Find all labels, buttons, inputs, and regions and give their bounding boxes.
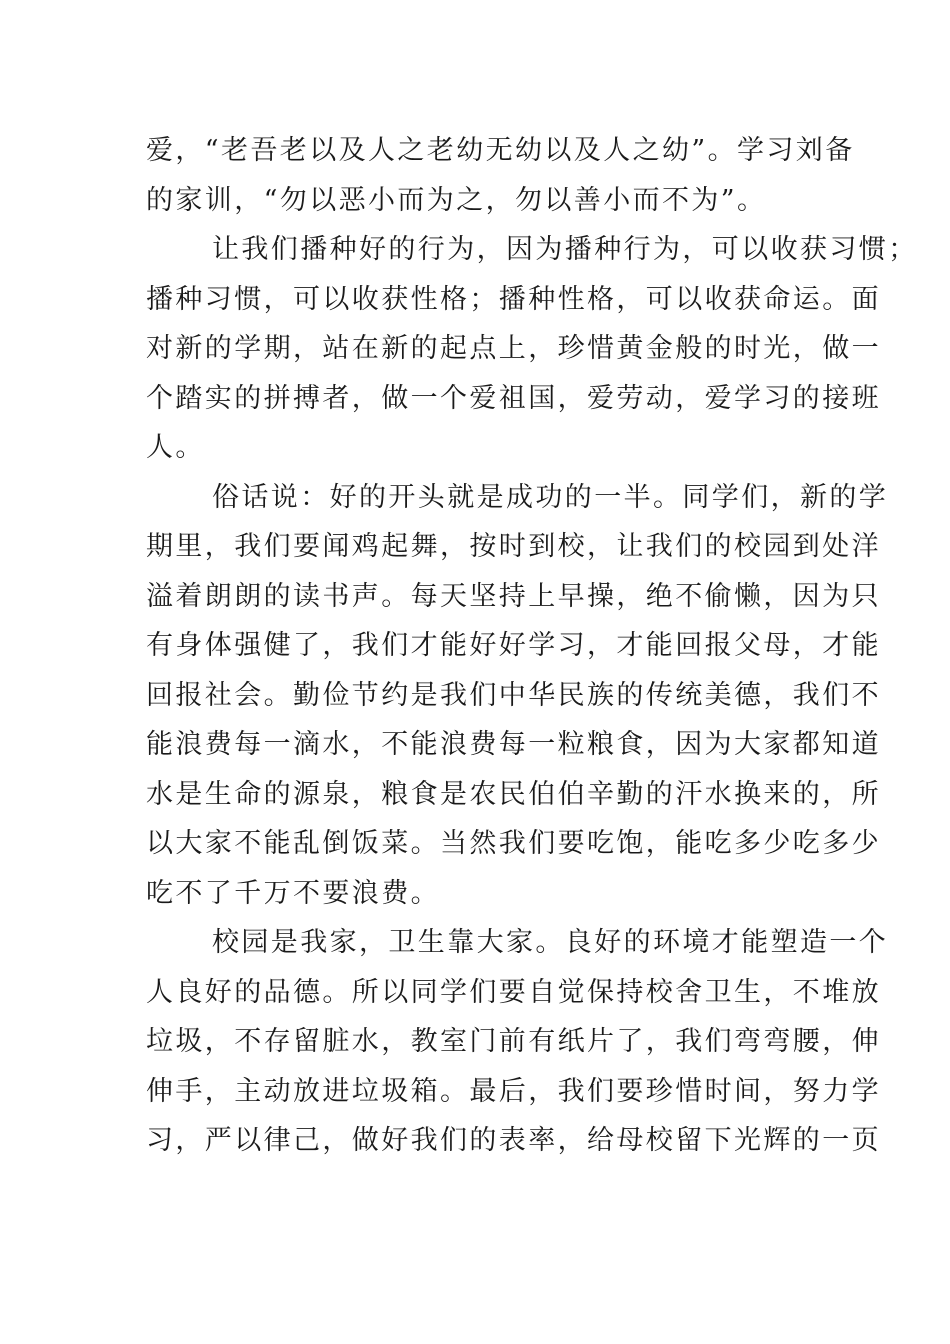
text-line: 伸手，主动放进垃圾箱。最后，我们要珍惜时间，努力学 bbox=[146, 1075, 881, 1107]
text-line: 期里，我们要闻鸡起舞，按时到校，让我们的校园到处洋 bbox=[146, 531, 881, 562]
text-line: 有身体强健了，我们才能好好学习，才能回报父母，才能 bbox=[146, 630, 881, 661]
paragraph-start-line: 俗话说：好的开头就是成功的一半。同学们，新的学 bbox=[212, 481, 889, 513]
text-line: 爱，“老吾老以及人之老幼无幼以及人之幼”。学习刘备 bbox=[146, 135, 855, 166]
text-line: 以大家不能乱倒饭菜。当然我们要吃饱，能吃多少吃多少 bbox=[146, 828, 881, 859]
text-line: 习，严以律己，做好我们的表率，给母校留下光辉的一页 bbox=[146, 1125, 881, 1156]
paragraph-start-line: 让我们播种好的行为，因为播种行为，可以收获习惯； bbox=[212, 234, 918, 265]
text-line: 个踏实的拼搏者，做一个爱祖国，爱劳动，爱学习的接班 bbox=[146, 382, 881, 414]
text-line: 垃圾，不存留脏水，教室门前有纸片了，我们弯弯腰，伸 bbox=[146, 1026, 881, 1057]
text-line: 播种习惯，可以收获性格；播种性格，可以收获命运。面 bbox=[146, 283, 881, 315]
text-line: 人良好的品德。所以同学们要自觉保持校舍卫生，不堆放 bbox=[146, 976, 881, 1008]
text-line: 水是生命的源泉，粮食是农民伯伯辛勤的汗水换来的，所 bbox=[146, 778, 881, 810]
text-line: 人。 bbox=[146, 432, 205, 463]
text-line: 能浪费每一滴水，不能浪费每一粒粮食，因为大家都知道 bbox=[146, 729, 881, 760]
document-body bbox=[146, 126, 918, 1166]
text-line: 的家训，“勿以恶小而为之，勿以善小而不为”。 bbox=[146, 184, 767, 216]
text-line: 回报社会。勤俭节约是我们中华民族的传统美德，我们不 bbox=[146, 679, 881, 711]
paragraph-start-line: 校园是我家，卫生靠大家。良好的环境才能塑造一个 bbox=[212, 927, 889, 958]
text-line: 吃不了千万不要浪费。 bbox=[146, 877, 440, 909]
text-line: 对新的学期，站在新的起点上，珍惜黄金般的时光，做一 bbox=[146, 333, 881, 364]
text-line: 溢着朗朗的读书声。每天坚持上早操，绝不偷懒，因为只 bbox=[146, 580, 881, 612]
